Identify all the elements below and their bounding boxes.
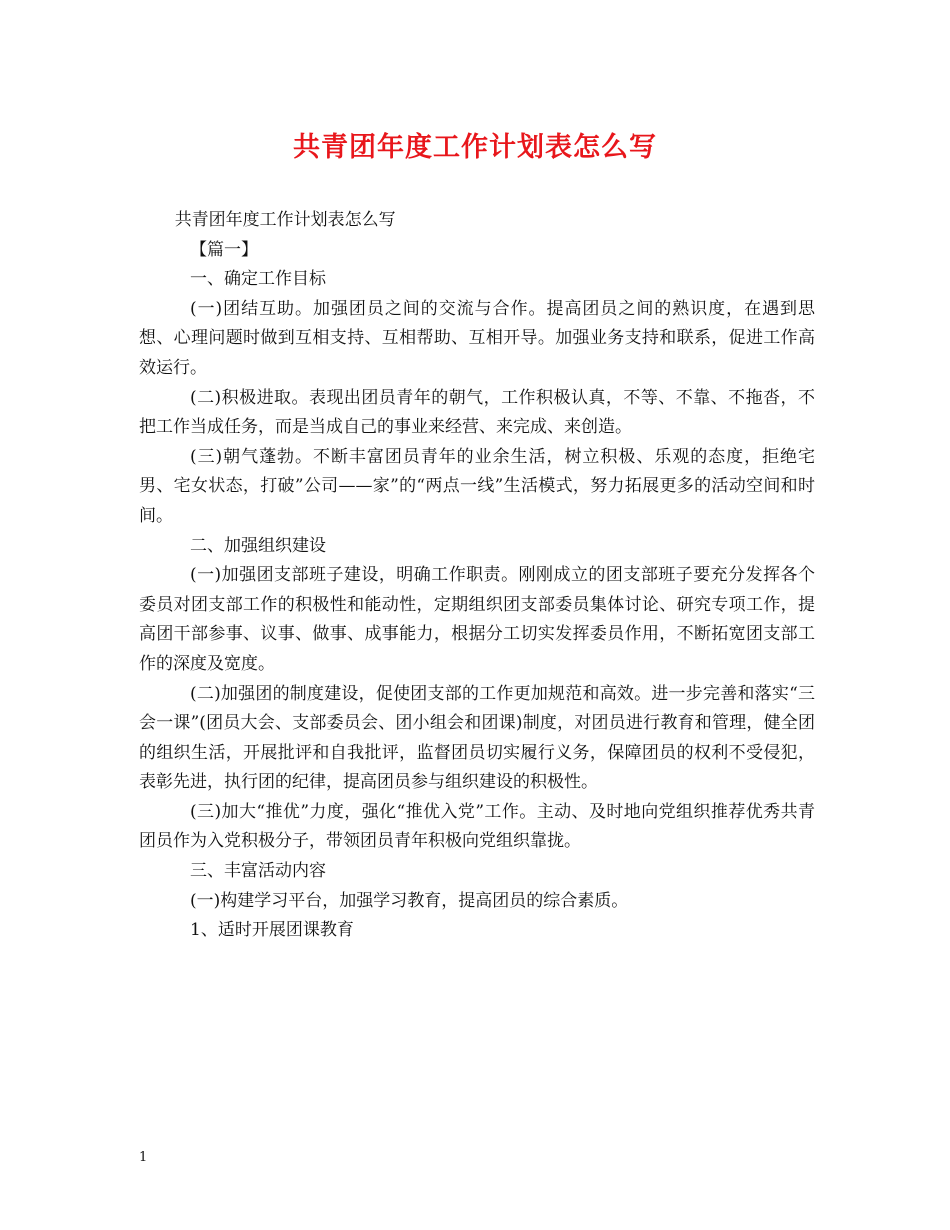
paragraph: (一)团结互助。加强团员之间的交流与合作。提高团员之间的熟识度，在遇到思想、心理问题时做到互相支持、互相帮助、互相开导。加强业务支持和联系，促进工作高效运行。 — [139, 298, 815, 378]
subheading: 1、适时开展团课教育 — [190, 920, 354, 941]
document-title: 共青团年度工作计划表怎么写 — [293, 132, 657, 163]
body-subtitle: 共青团年度工作计划表怎么写 — [174, 210, 396, 230]
paragraph: (三)朝气蓬勃。不断丰富团员青年的业余生活，树立积极、乐观的态度，拒绝宅男、宅女状态，打破”公司——家”的“两点一线”生活模式，努力拓展更多的活动空间和时间。 — [139, 446, 815, 526]
paragraph: (一)构建学习平台，加强学习教育，提高团员的综合素质。 — [190, 890, 629, 911]
section-label: 【篇一】 — [190, 239, 258, 260]
heading-activities: 三、丰富活动内容 — [190, 861, 326, 882]
paragraph: (二)加强团的制度建设，促使团支部的工作更加规范和高效。进一步完善和落实“三会一课”(团员大会、支部委员会、团小组会和团课)制度，对团员进行教育和管理，健全团的组织生活，开展批评和自我批评，监督团员切实履行义务，保障团员的权利不受侵犯，表彰先进，执行团的纪律，提高团员参与组织建设的积极性。 — [139, 683, 815, 793]
paragraph: (三)加大“推优”力度，强化“推优入党”工作。主动、及时地向党组织推荐优秀共青团员作为入党积极分子，带领团员青年积极向党组织靠拢。 — [139, 801, 815, 852]
paragraph: (一)加强团支部班子建设，明确工作职责。刚刚成立的团支部班子要充分发挥各个委员对团支部工作的积极性和能动性，定期组织团支部委员集体讨论、研究专项工作，提高团干部参事、议事、做事、成事能力，根据分工切实发挥委员作用，不断拓宽团支部工作的深度及宽度。 — [139, 565, 815, 674]
document-body — [139, 206, 815, 946]
heading-organization: 二、加强组织建设 — [190, 535, 326, 556]
paragraph: (二)积极进取。表现出团员青年的朝气，工作积极认真，不等、不靠、不拖沓，不把工作当成任务，而是当成自己的事业来经营、来完成、来创造。 — [139, 387, 815, 438]
heading-goals: 一、确定工作目标 — [190, 269, 326, 290]
page-number: 1 — [139, 1150, 148, 1165]
